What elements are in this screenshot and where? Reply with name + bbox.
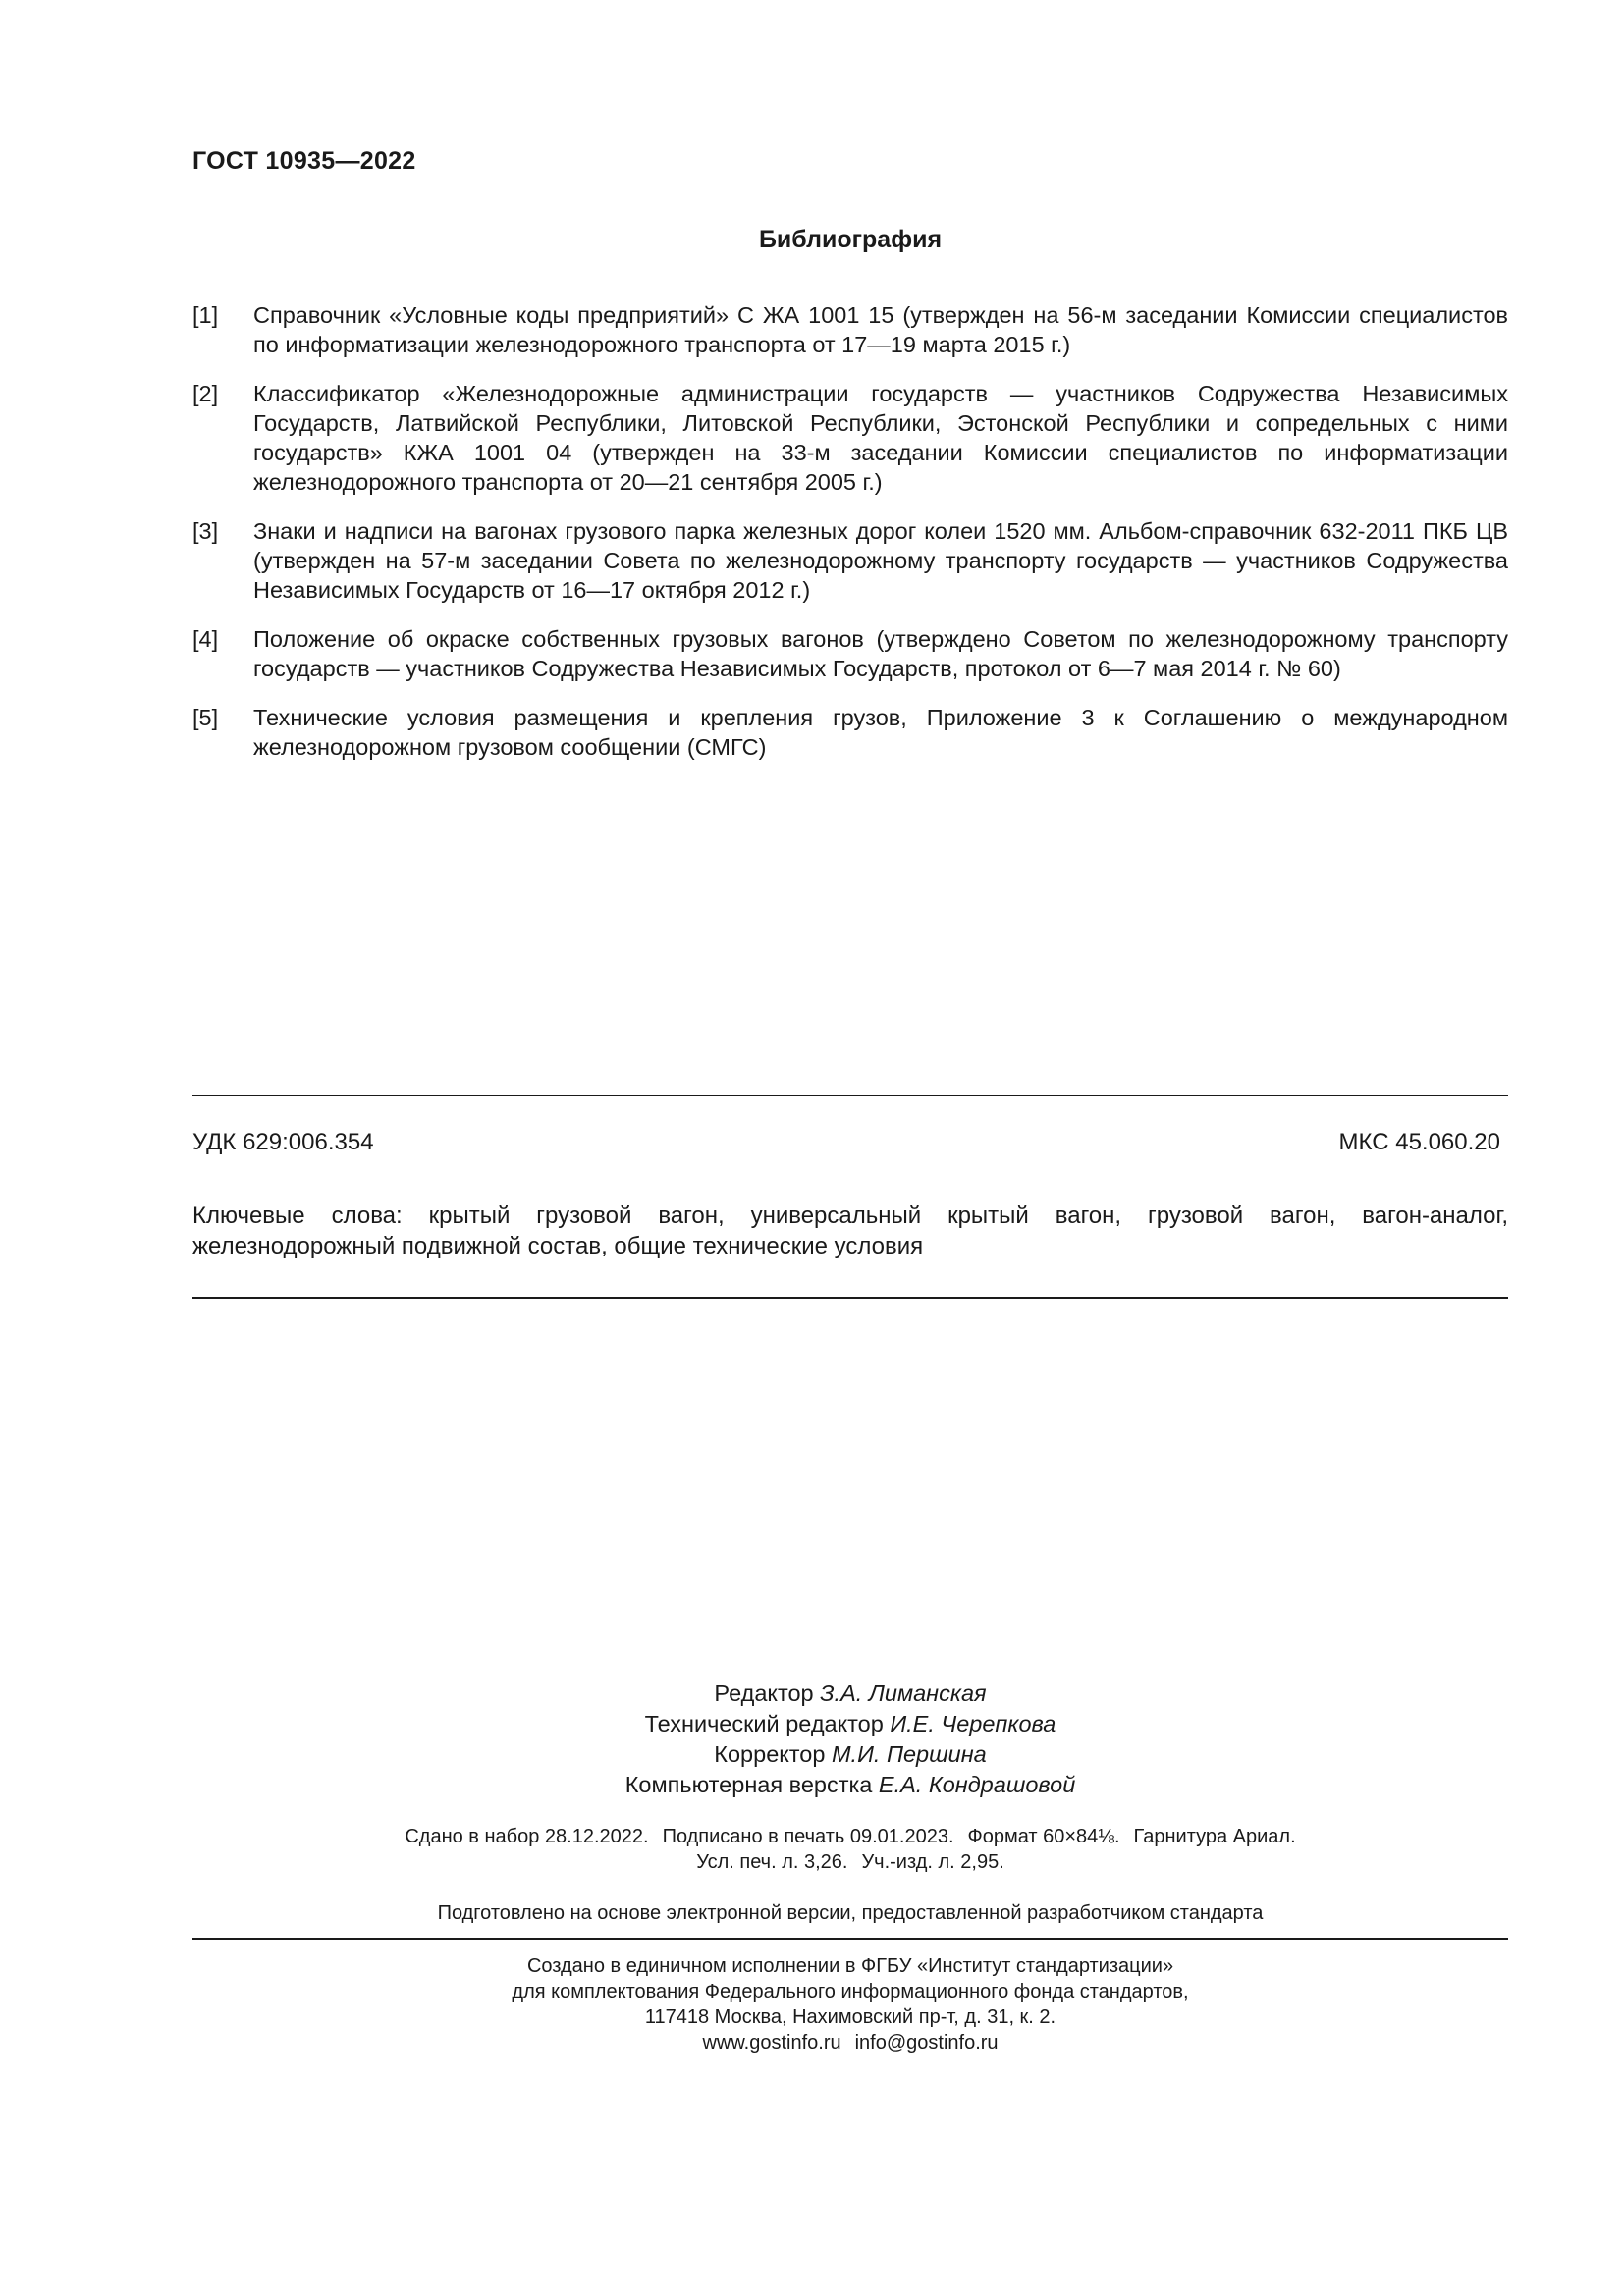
- bibliography-item-text: Справочник «Условные коды предприятий» С ЖА 1001 15 (утвержден на 56-м заседании Комиссии специалистов по информатизации железнодорожного транспорта от 17—19 марта 2015 г.): [253, 302, 1508, 357]
- divider-top: [192, 1095, 1508, 1096]
- staff-credits: [192, 1679, 1508, 1800]
- email-link[interactable]: info@gostinfo.ru: [854, 2032, 999, 2054]
- mks-code: МКС 45.060.20: [1338, 1129, 1500, 1155]
- staff-role: Технический редактор: [644, 1711, 884, 1736]
- typeface: Гарнитура Ариал.: [1133, 1826, 1296, 1847]
- print-sheets: Усл. печ. л. 3,26.: [696, 1851, 848, 1873]
- paper-format: Формат 60×84⅛.: [967, 1826, 1120, 1847]
- classification-row: [192, 1129, 1500, 1156]
- bibliography-list: [192, 300, 1508, 781]
- staff-name: Е.А. Кондрашовой: [878, 1772, 1076, 1797]
- signed-date: Подписано в печать 09.01.2023.: [662, 1826, 954, 1847]
- bibliography-item: [192, 703, 1508, 762]
- bibliography-item-text: Знаки и надписи на вагонах грузового парка железных дорог колеи 1520 мм. Альбом-справочник 632-2011 ПКБ ЦВ (утвержден на 57-м заседании Совета по железнодорожному транспорту государств — участников Содружества Независимых Государств от 16—17 октября 2012 г.): [253, 518, 1508, 603]
- staff-line-corrector: [192, 1739, 1508, 1770]
- bibliography-item-number: [4]: [192, 626, 219, 652]
- created-line-1: Создано в единичном исполнении в ФГБУ «Институт стандартизации»: [526, 1955, 1174, 1977]
- created-contacts: [192, 2030, 1508, 2056]
- udk-code: УДК 629:006.354: [192, 1129, 374, 1155]
- publisher-sheets: Уч.-изд. л. 2,95.: [861, 1851, 1004, 1873]
- created-line-3: 117418 Москва, Нахимовский пр-т, д. 31, к. 2.: [644, 2006, 1056, 2028]
- document-id: ГОСТ 10935—2022: [192, 147, 416, 175]
- bibliography-item-text: Положение об окраске собственных грузовых вагонов (утверждено Советом по железнодорожному транспорту государств — участников Содружества Независимых Государств, протокол от 6—7 мая 2014 г. № 60): [253, 626, 1508, 681]
- staff-role: Корректор: [714, 1741, 826, 1767]
- staff-name: М.И. Першина: [831, 1741, 987, 1767]
- bibliography-item-text: Технические условия размещения и крепления грузов, Приложение 3 к Соглашению о международном железнодорожном грузовом сообщении (СМГС): [253, 705, 1508, 760]
- bibliography-item: [192, 300, 1508, 359]
- website-link[interactable]: www.gostinfo.ru: [702, 2032, 841, 2054]
- bibliography-title: Библиография: [758, 226, 943, 253]
- staff-line-tech-editor: [192, 1709, 1508, 1739]
- staff-name: З.А. Лиманская: [820, 1681, 987, 1706]
- staff-name: И.Е. Черепкова: [890, 1711, 1056, 1736]
- bibliography-item-number: [3]: [192, 518, 219, 544]
- print-info: [192, 1824, 1508, 1875]
- print-info-line-1: [192, 1824, 1508, 1849]
- bibliography-item: [192, 516, 1508, 605]
- staff-role: Редактор: [714, 1681, 814, 1706]
- created-line-2: для комплектования Федерального информационного фонда стандартов,: [512, 1981, 1189, 2002]
- keywords: Ключевые слова: крытый грузовой вагон, универсальный крытый вагон, грузовой вагон, вагон-аналог, железнодорожный подвижной состав, общие технические условия: [192, 1202, 1508, 1259]
- divider-bottom: [192, 1938, 1508, 1940]
- staff-line-editor: [192, 1679, 1508, 1709]
- prepared-note: Подготовлено на основе электронной версии, предоставленной разработчиком стандарта: [437, 1902, 1264, 1924]
- submitted-date: Сдано в набор 28.12.2022.: [405, 1826, 649, 1847]
- print-info-line-2: [192, 1849, 1508, 1875]
- bibliography-item-number: [5]: [192, 705, 219, 730]
- bibliography-item: [192, 624, 1508, 683]
- bibliography-item-number: [1]: [192, 302, 219, 328]
- created-note: [192, 1953, 1508, 2056]
- staff-line-layout: [192, 1770, 1508, 1800]
- staff-role: Компьютерная верстка: [624, 1772, 873, 1797]
- bibliography-item-text: Классификатор «Железнодорожные администрации государств — участников Содружества Независимых Государств, Латвийской Республики, Литовской Республики, Эстонской Республики и сопредельных с ними государств» КЖА 1001 04 (утвержден на 33-м заседании Комиссии специалистов по информатизации железнодорожного транспорта от 20—21 сентября 2005 г.): [253, 381, 1508, 495]
- divider-keywords: [192, 1297, 1508, 1299]
- bibliography-item-number: [2]: [192, 381, 219, 406]
- bibliography-item: [192, 379, 1508, 497]
